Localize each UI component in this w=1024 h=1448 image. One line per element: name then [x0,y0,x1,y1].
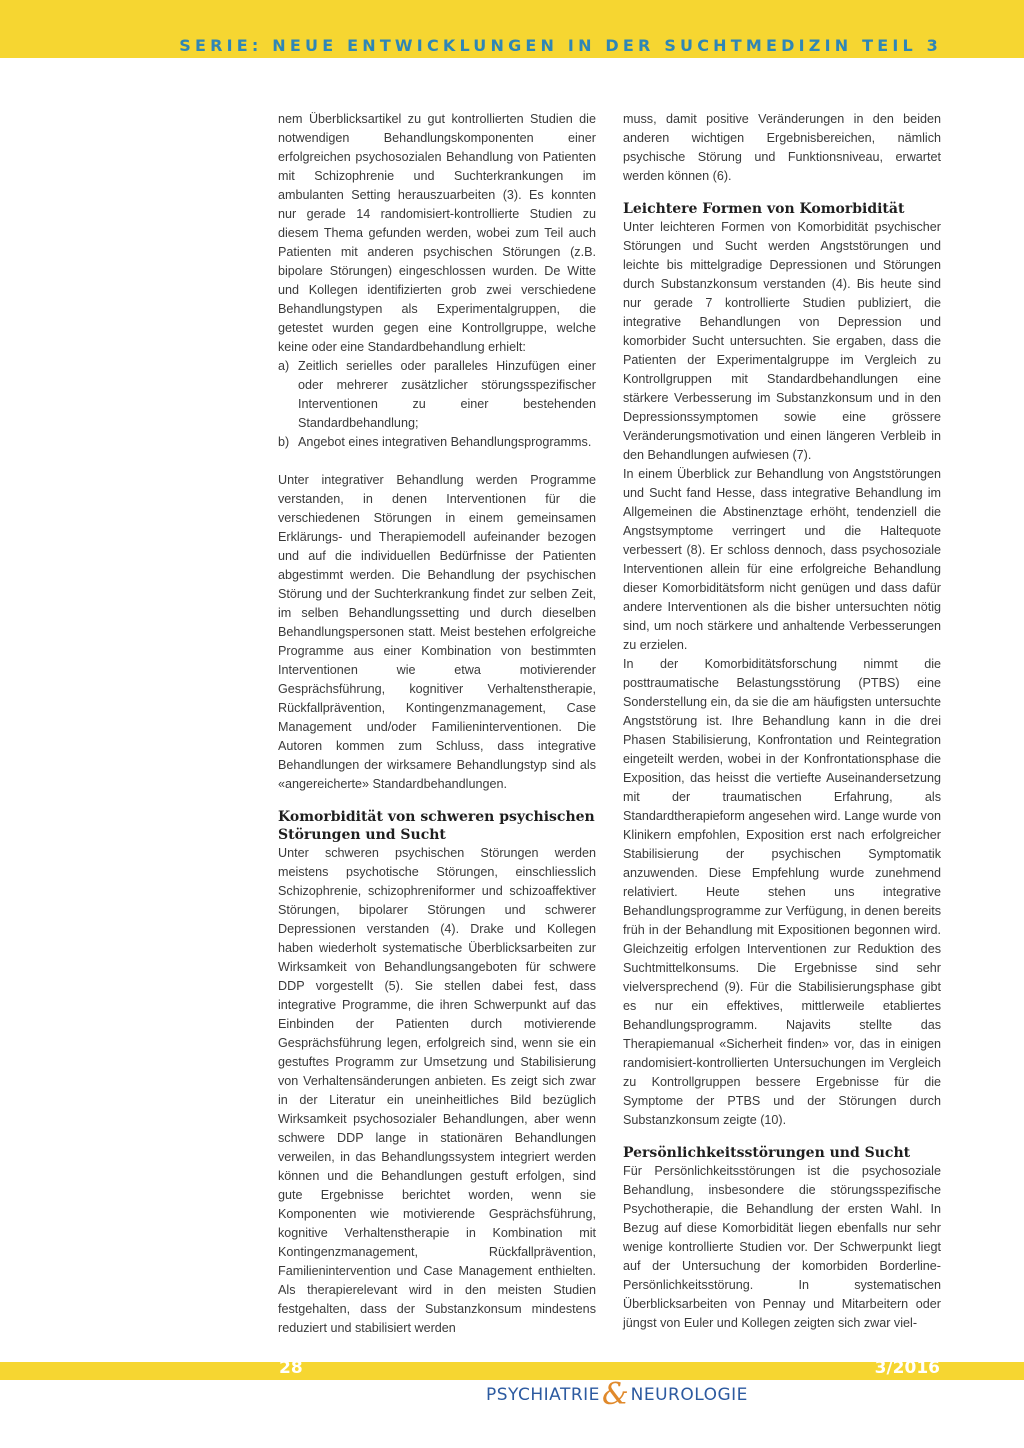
enumerated-list [278,357,596,452]
paragraph: Unter schweren psychischen Störungen werden meistens psychotische Störungen, einschliesslich Schizophrenie, schizophreniformer und schizoaffektiver Störungen, bipolarer Störungen und schwerer Depressionen verstanden (4). Drake und Kollegen haben wiederholt systematische Überblicksarbeiten zur Wirksamkeit von Behandlungsangeboten für schwere DDP vorgestellt (5). Sie stellen dabei fest, dass integrative Programme, die ihren Schwerpunkt auf das Einbinden der Patienten durch motivierende Gesprächsführung legen, erfolgreich sind, wenn sie ein gestuftes Programm zur Umsetzung und Stabilisierung von Verhaltensänderungen anbieten. Es zeigt sich zwar in der Literatur ein uneinheitliches Bild bezüglich Wirksamkeit psychosozialer Behandlungen, aber wenn schwere DDP lange in stationären Behandlungen verweilen, in das Behandlungssystem integriert werden können und die Behandlungen gestuft erfolgen, sind gute Ergebnisse berichtet worden, wenn sie Komponenten wie motivierende Gesprächsführung, kognitive Verhaltenstherapie in Kombination mit Kontingenzmanagement, Rückfallprävention, Familienintervention und Case Management enthielten. Als therapierelevant wird in den meisten Studien festgehalten, dass der Substanzkonsum mindestens reduziert und stabilisiert werden [278,846,596,1335]
logo-word-psychiatrie: PSYCHIATRIE [486,1385,600,1405]
list-item [278,357,596,433]
list-marker: a) [278,359,290,373]
paragraph: In der Komorbiditätsforschung nimmt die posttraumatische Belastungsstörung (PTBS) eine Sonderstellung ein, da sie die am häufigsten untersuchte Angststörung ist. Ihre Behandlung kann in die drei Phasen Stabilisierung, Konfrontation und Reintegration eingeteilt werden, wobei in der Konfrontationsphase die Exposition, das heisst die vertiefte Auseinandersetzung mit der traumatischen Erfahrung, als Standardtherapieform angesehen wird. Lange wurde von Klinikern empfohlen, Exposition erst nach erfolgreicher Stabilisierung der psychischen Symptomatik anzuwenden. Diese Empfehlung wurde zunehmend relativiert. Heute stehen uns integrative Behandlungsprogramme zur Verfügung, in denen bereits früh in der Behandlung mit Expositionen begonnen wird. Gleichzeitig erfolgen Interventionen zur Reduktion des Suchtmittelkonsums. Die Ergebnisse sind sehr vielversprechend (9). Für die Stabilisierungsphase gibt es nur ein effektives, mittlerweile etabliertes Behandlungsprogramm. Najavits stellte das Therapiemanual «Sicherheit finden» vor, das in einigen randomisiert-kontrollierten Untersuchungen im Vergleich zu Kontrollgruppen bessere Ergebnisse für die Symptome der PTBS und der Störungen durch Substanzkonsum zeigte (10). [623,657,941,1127]
paragraph: nem Überblicksartikel zu gut kontrollierten Studien die notwendigen Behandlungskomponenten einer erfolgreichen psychosozialen Behandlung von Patienten mit Schizophrenie und Suchterkrankungen im ambulanten Setting herauszuarbeiten (3). Es konnten nur gerade 14 randomisiert-kontrollierte Studien zu diesem Thema gefunden werden, wobei zum Teil auch Patienten mit anderen psychischen Störungen (z.B. bipolare Störungen) eingeschlossen wurden. De Witte und Kollegen identifizierten grob zwei verschiedene Behandlungstypen als Experimentalgruppen, die getestet wurden gegen eine Kontrollgruppe, welche keine oder eine Standardbehandlung erhielt: [278,112,596,354]
paragraph: Unter integrativer Behandlung werden Programme verstanden, in denen Interventionen für die verschiedenen Störungen in einem gemeinsamen Erklärungs- und Therapiemodell aufeinander bezogen und auf die individuellen Bedürfnisse der Patienten abgestimmt werden. Die Behandlung der psychischen Störung und der Suchterkrankung findet zur selben Zeit, im selben Behandlungssetting und durch dieselben Behandlungspersonen statt. Meist bestehen erfolgreiche Programme aus einer Kombination von bestimmten Interventionen wie etwa motivierender Gesprächsführung, kognitiver Verhaltenstherapie, Rückfallprävention, Kontingenzmanagement, Case Management und/oder Familieninterventionen. Die Autoren kommen zum Schluss, dass integrative Behandlungen der wirksamere Behandlungstyp sind als «angereicherte» Standardbehandlungen. [278,473,596,791]
logo-ampersand: & [601,1377,629,1412]
list-item-text: Zeitlich serielles oder paralleles Hinzufügen einer oder mehrerer zusätzlicher störungsspezifischer Interventionen zu einer bestehenden Standardbehandlung; [298,359,596,430]
list-item [278,433,596,452]
paragraph: Unter leichteren Formen von Komorbidität psychischer Störungen und Sucht werden Angststörungen und leichte bis mittelgradige Depressionen und Störungen durch Substanzkonsum verstanden (4). Bis heute sind nur gerade 7 kontrollierte Studien publiziert, die integrative Behandlungen von Depression und komorbider Sucht untersuchten. Sie ergaben, dass die Patienten der Experimentalgruppe im Vergleich zu Kontrollgruppen mit Standardbehandlungen eine stärkere Verbesserung im Substanzkonsum und in den Depressionssymptomen sowie eine grössere Veränderungsmotivation und einen längeren Verbleib in den Behandlungen aufwiesen (7). [623,220,941,462]
page-number: 28 [279,1358,303,1378]
paragraph: muss, damit positive Veränderungen in den beiden anderen wichtigen Ergebnisbereichen, nämlich psychische Störung und Funktionsniveau, erwartet werden können (6). [623,112,941,183]
series-title: SERIE: NEUE ENTWICKLUNGEN IN DER SUCHTMEDIZIN TEIL 3 [179,36,942,55]
paragraph: Für Persönlichkeitsstörungen ist die psychosoziale Behandlung, insbesondere die störungsspezifische Psychotherapie, die Behandlung der ersten Wahl. In Bezug auf diese Komorbidität liegen ebenfalls nur sehr wenige kontrollierte Studien vor. Der Schwerpunkt liegt auf der Untersuchung der komorbiden Borderline-Persönlichkeitsstörung. In systematischen Überblicksarbeiten von Pennay und Mitarbeitern oder jüngst von Euler und Kollegen zeigten sich zwar viel- [623,1164,941,1330]
left-column [278,110,596,1338]
section-heading: Leichtere Formen von Komorbidität [623,201,905,217]
section-heading: Persönlichkeitsstörungen und Sucht [623,1145,911,1161]
logo-word-neurologie: NEUROLOGIE [630,1385,748,1405]
list-marker: b) [278,435,290,449]
journal-logo [486,1378,748,1412]
list-item-text: Angebot eines integrativen Behandlungsprogramms. [298,435,592,449]
paragraph: In einem Überblick zur Behandlung von Angststörungen und Sucht fand Hesse, dass integrative Behandlung im Allgemeinen die Abstinenztage erhöht, tendenziell die Angstsymptome verringert und die Haltequote verbessert (8). Er schloss dennoch, dass psychosoziale Interventionen allein für eine erfolgreiche Behandlung dieser Komorbiditätsform nicht genügen und dass dafür andere Interventionen als die bisher untersuchten nötig sind, um noch stärkere und anhaltende Verbesserungen zu erzielen. [623,467,941,652]
right-column [623,110,941,1333]
section-heading: Komorbidität von schweren psychischen Störungen und Sucht [278,809,595,843]
issue-label: 3/2016 [874,1358,940,1378]
